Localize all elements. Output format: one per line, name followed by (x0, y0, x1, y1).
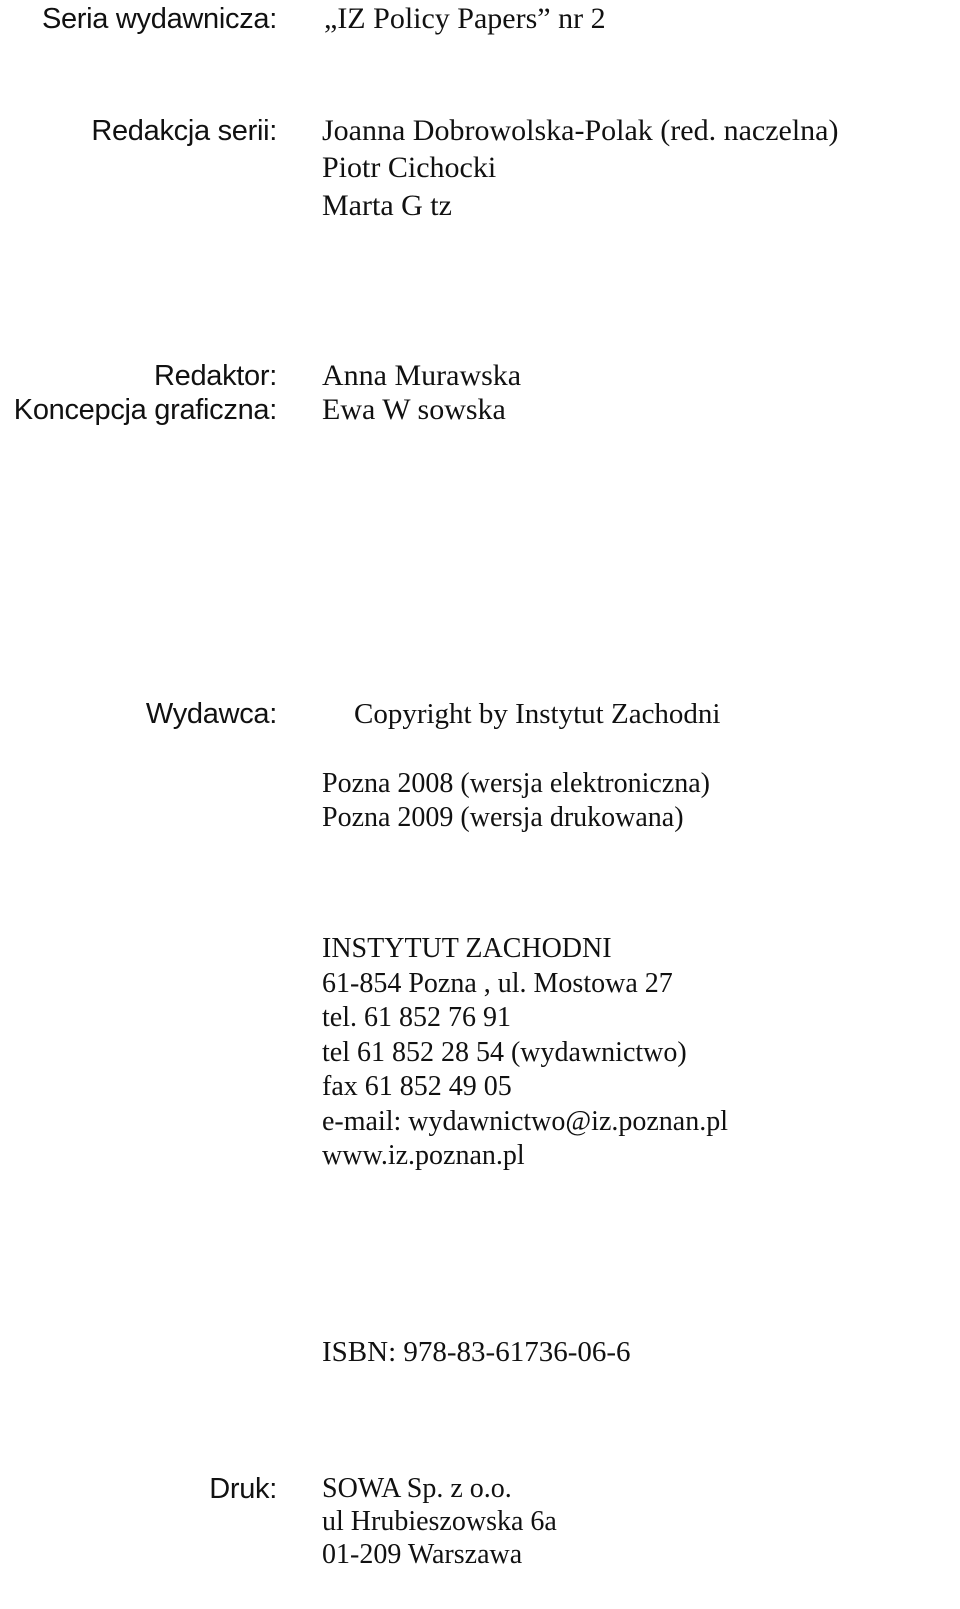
editor-value: Anna Murawska (322, 359, 522, 392)
series-value: „IZ Policy Papers” nr 2 (324, 2, 606, 35)
series-label: Seria wydawnicza: (41, 3, 277, 35)
series-editor-2: Piotr Cichocki (322, 151, 497, 184)
edition-list (322, 767, 710, 835)
graphic-design-label: Koncepcja graficzna: (13, 394, 277, 426)
institute-address-block (322, 932, 728, 1174)
series-editor-chief: Joanna Dobrowolska-Polak (red. naczelna) (322, 114, 839, 147)
series-editors-label: Redakcja serii: (91, 115, 277, 147)
printer-label: Druk: (209, 1473, 277, 1505)
graphic-design-value: Ewa W sowska (322, 393, 506, 426)
institute-phone-publishing: tel 61 852 28 54 (wydawnictwo) (322, 1036, 687, 1068)
institute-name: INSTYTUT ZACHODNI (322, 933, 612, 964)
publisher-label: Wydawca: (145, 698, 277, 730)
printer-city: 01-209 Warszawa (322, 1539, 523, 1570)
edition-electronic: Pozna 2008 (wersja elektroniczna) (322, 768, 710, 799)
institute-phone: tel. 61 852 76 91 (322, 1002, 511, 1033)
isbn: ISBN: 978-83-61736-06-6 (322, 1336, 631, 1368)
editor-label: Redaktor: (153, 360, 277, 392)
publisher-copyright: Copyright by Instytut Zachodni (354, 698, 721, 730)
institute-website: www.iz.poznan.pl (322, 1140, 525, 1171)
edition-print: Pozna 2009 (wersja drukowana) (322, 802, 684, 833)
printer-name: SOWA Sp. z o.o. (322, 1473, 512, 1504)
printer-street: ul Hrubieszowska 6a (322, 1506, 557, 1537)
printer-address-block (322, 1472, 557, 1571)
institute-email: e-mail: wydawnictwo@iz.poznan.pl (322, 1105, 728, 1137)
institute-fax: fax 61 852 49 05 (322, 1071, 512, 1102)
series-editor-3: Marta G tz (322, 189, 452, 222)
institute-address: 61-854 Pozna , ul. Mostowa 27 (322, 967, 673, 999)
